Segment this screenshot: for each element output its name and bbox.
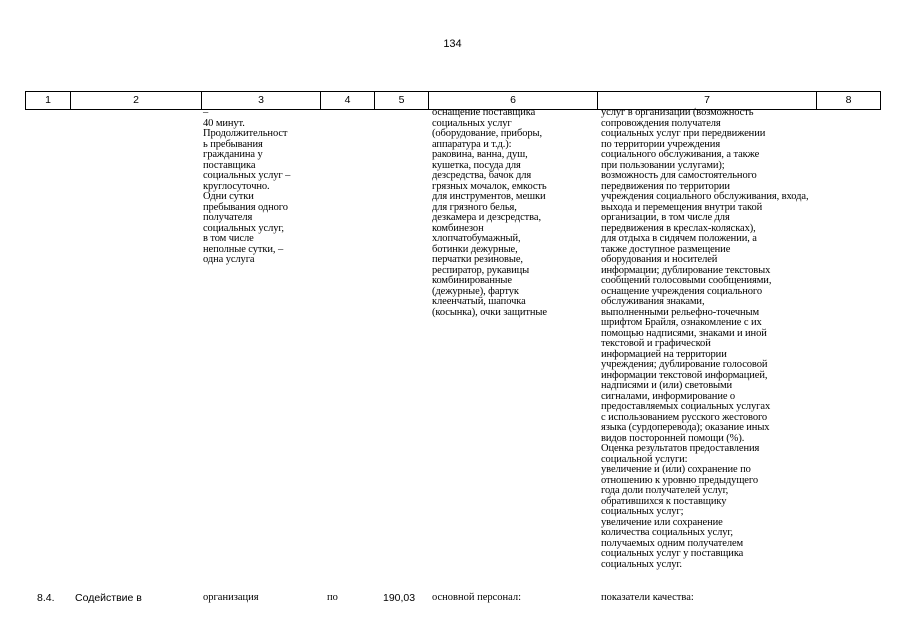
header-col-7: 7 <box>597 92 816 109</box>
header-col-6: 6 <box>428 92 597 109</box>
row2-price: 190,03 <box>383 592 416 604</box>
row1-col3-text: – 40 минут. Продолжительност ь пребывания гражданина у поставщика социальных услуг – круглосуточно. Одни сутки пребывания одного получателя социальных услуг, в том числе неполные сутки, – одна услуга <box>203 107 291 265</box>
header-col-8: 8 <box>816 92 881 109</box>
row2-col7: показатели качества: <box>601 592 694 603</box>
row2-number: 8.4. <box>37 592 55 604</box>
row2-col6: основной персонал: <box>432 592 522 603</box>
row2-col4: по <box>327 592 338 603</box>
header-col-3: 3 <box>201 92 320 109</box>
row1-col6-text: оснащение поставщика социальных услуг (оборудование, приборы, аппаратура и т.д.): раковина, ванна, душ, кушетка, посуда для дезсредства, бачок для грязных мочалок, емкость для инструментов, мешки для грязного белья, дезкамера и дезсредства, комбинезон хлопчатобумажный, ботинки дежурные, перчатки резиновые, респиратор, рукавицы комбинированные (дежурные), фартук клеенчатый, шапочка (косынка), очки защитные <box>432 107 547 318</box>
header-col-1: 1 <box>25 92 70 109</box>
page-number: 134 <box>443 38 462 50</box>
header-col-2: 2 <box>70 92 201 109</box>
row2-service-name: Содействие в <box>75 592 142 604</box>
row2-col3: организация <box>203 592 259 603</box>
header-col-4: 4 <box>320 92 374 109</box>
header-col-5: 5 <box>374 92 428 109</box>
row1-col7-text: услуг в организации (возможность сопровождения получателя социальных услуг при передвижении по территории учреждения социального обслуживания, а также при пользовании услугами); возможность для самостоятельного передвижения по территории учреждения социального обслуживания, входа, выхода и перемещения внутри такой организации, в том числе для передвижения в креслах-колясках), для отдыха в сидячем положении, а также доступное размещение оборудования и носителей информации; дублирование текстовых сообщений голосовыми сообщениями, оснащение учреждения социального обслуживания знаками, выполненными рельефно-точечным шрифтом Брайля, ознакомление с их помощью надписями, знаками и иной текстовой и графической информацией на территории учреждения; дублирование голосовой информации текстовой информацией, надписями и (или) световыми сигналами, информирование о предоставляемых социальных услугах с использованием русского жестового языка (сурдоперевода); оказание иных видов посторонней помощи (%). Оценка результатов предоставления социальной услуги: увеличение и (или) сохранение по отношению к уровню предыдущего года доли получателей услуг, обратившихся к поставщику социальных услуг; увеличение или сохранение количества социальных услуг, получаемых одним получателем социальных услуг у поставщика социальных услуг. <box>601 107 809 570</box>
